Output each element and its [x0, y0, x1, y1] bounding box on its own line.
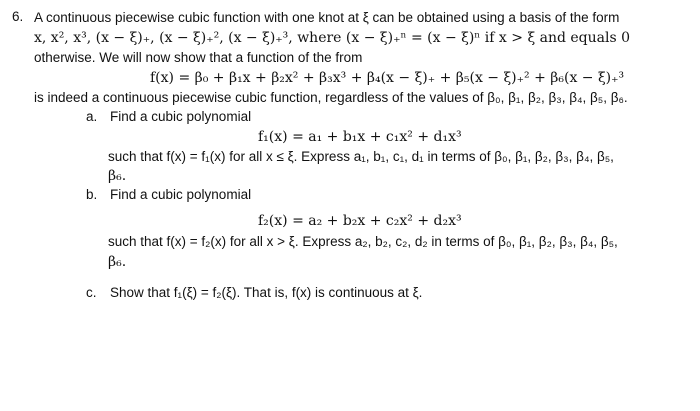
part-a-title [86, 108, 251, 126]
part-b-title [86, 186, 251, 204]
part-c-label: c. [86, 285, 97, 300]
part-a-text-1: such that f(x) = f₁(x) for all x ≤ ξ. Express a₁, b₁, c₁, d₁ in terms of β₀, β₁, β₂, β₃, β₄, β₅, [108, 149, 614, 164]
part-a-title-text: Find a cubic polynomial [110, 109, 252, 124]
part-c [86, 284, 422, 302]
part-b-label: b. [86, 187, 98, 202]
part-a-label: a. [86, 109, 98, 124]
part-a-formula: f₁(x) = a₁ + b₁x + c₁x² + d₁x³ [258, 129, 462, 145]
part-b-text-2: β₆. [108, 254, 127, 270]
part-b-title-text: Find a cubic polynomial [110, 187, 252, 202]
part-a-text-2: β₆. [108, 168, 127, 184]
intro-line-2: x, x², x³, (x − ξ)₊, (x − ξ)₊², (x − ξ)₊³, where (x − ξ)₊ⁿ = (x − ξ)ⁿ if x > ξ and equals 0 [34, 30, 631, 46]
formula-f: f(x) = β₀ + β₁x + β₂x² + β₃x³ + β₄(x − ξ)₊ + β₅(x − ξ)₊² + β₆(x − ξ)₊³ [150, 70, 625, 86]
part-c-text: Show that f₁(ξ) = f₂(ξ). That is, f(x) is continuous at ξ. [110, 285, 423, 300]
part-b-formula: f₂(x) = a₂ + b₂x + c₂x² + d₂x³ [258, 213, 462, 229]
intro-line-3: otherwise. We will now show that a function of the from [34, 50, 363, 65]
problem-number: 6. [12, 9, 24, 24]
intro-line-4: is indeed a continuous piecewise cubic function, regardless of the values of β₀, β₁, β₂, β₃, β₄, β₅, β₆. [34, 90, 628, 105]
intro-line-1: A continuous piecewise cubic function with one knot at ξ can be obtained using a basis of the form [34, 10, 620, 25]
part-b-text-1: such that f(x) = f₂(x) for all x > ξ. Express a₂, b₂, c₂, d₂ in terms of β₀, β₁, β₂, β₃, β₄, β₅, [108, 234, 618, 249]
